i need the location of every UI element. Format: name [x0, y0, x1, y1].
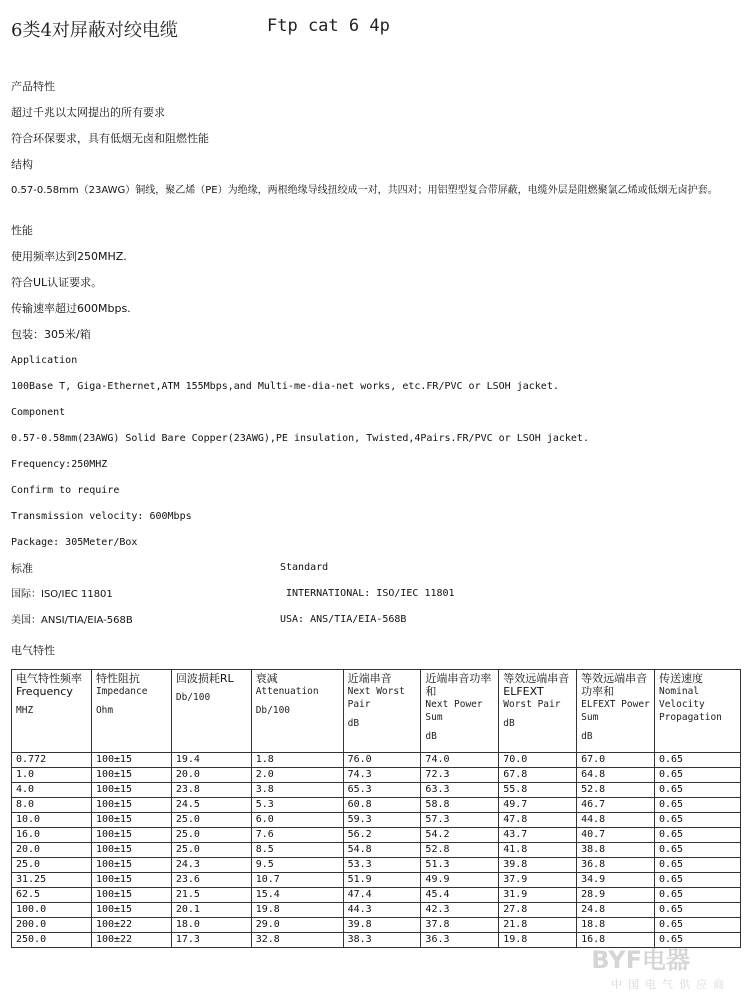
component-heading: Component — [11, 407, 66, 418]
column-header-en: Impedance — [95, 686, 148, 697]
table-cell: 16.0 — [12, 828, 92, 843]
table-cell: 7.6 — [251, 828, 343, 843]
electrical-spec-table — [11, 669, 741, 948]
table-row — [12, 873, 741, 888]
table-cell: 25.0 — [171, 813, 251, 828]
table-cell: 15.4 — [251, 888, 343, 903]
column-header-cn: 衰减 — [255, 672, 278, 685]
frequency-text: Frequency:250MHZ — [11, 459, 108, 470]
table-cell: 43.7 — [499, 828, 577, 843]
table-cell: 9.5 — [251, 858, 343, 873]
column-header-cn: 近端串音功率和 — [425, 672, 492, 698]
table-row — [12, 798, 741, 813]
table-cell: 1.8 — [251, 753, 343, 768]
table-cell: 25.0 — [12, 858, 92, 873]
table-cell: 5.3 — [251, 798, 343, 813]
table-cell: 0.65 — [654, 858, 740, 873]
column-header — [654, 670, 740, 753]
table-cell: 49.9 — [421, 873, 499, 888]
column-header-en: Worst Pair — [503, 699, 561, 710]
column-header-en: Nominal Velocity Propagation — [658, 686, 722, 723]
table-cell: 44.8 — [577, 813, 655, 828]
table-cell: 100±15 — [91, 873, 171, 888]
table-cell: 100.0 — [12, 903, 92, 918]
velocity-text: Transmission velocity: 600Mbps — [11, 511, 192, 522]
table-row — [12, 918, 741, 933]
table-row — [12, 768, 741, 783]
table-cell: 250.0 — [12, 933, 92, 948]
table-cell: 10.7 — [251, 873, 343, 888]
table-cell: 0.65 — [654, 753, 740, 768]
performance-line-2: 符合UL认证要求。 — [11, 276, 103, 289]
table-cell: 46.7 — [577, 798, 655, 813]
column-header-cn: 近端串音 — [347, 672, 392, 685]
table-cell: 8.5 — [251, 843, 343, 858]
table-cell: 52.8 — [421, 843, 499, 858]
table-cell: 0.772 — [12, 753, 92, 768]
column-header — [343, 670, 421, 753]
standard-intl-cn: 国际：ISO/IEC 11801 — [11, 589, 113, 600]
table-cell: 0.65 — [654, 768, 740, 783]
table-cell: 31.25 — [12, 873, 92, 888]
table-cell: 3.8 — [251, 783, 343, 798]
table-cell: 25.0 — [171, 828, 251, 843]
table-cell: 63.3 — [421, 783, 499, 798]
column-header — [251, 670, 343, 753]
table-cell: 59.3 — [343, 813, 421, 828]
column-header-unit: dB — [503, 718, 515, 729]
table-cell: 67.0 — [577, 753, 655, 768]
standard-heading-en: Standard — [280, 562, 329, 573]
column-header — [421, 670, 499, 753]
table-cell: 21.8 — [499, 918, 577, 933]
column-header-unit: dB — [581, 731, 593, 742]
table-cell: 36.8 — [577, 858, 655, 873]
column-header-cn: 传送速度 — [658, 672, 703, 685]
table-cell: 28.9 — [577, 888, 655, 903]
table-cell: 0.65 — [654, 933, 740, 948]
column-header-cn: 电气特性频率Frequency — [16, 672, 82, 698]
table-cell: 24.3 — [171, 858, 251, 873]
feature-line-2: 符合环保要求，具有低烟无卤和阻燃性能 — [11, 132, 209, 145]
column-header-en: Next Worst Pair — [347, 686, 405, 710]
performance-line-1: 使用频率达到250MHZ. — [11, 250, 127, 263]
table-cell: 23.6 — [171, 873, 251, 888]
watermark — [580, 940, 730, 992]
table-cell: 32.8 — [251, 933, 343, 948]
column-header-unit: MHZ — [16, 705, 34, 716]
column-header-unit: dB — [347, 718, 360, 729]
table-cell: 10.0 — [12, 813, 92, 828]
table-cell: 38.3 — [343, 933, 421, 948]
table-cell: 39.8 — [343, 918, 421, 933]
table-cell: 100±22 — [91, 933, 171, 948]
table-cell: 34.9 — [577, 873, 655, 888]
column-header-unit: dB — [425, 731, 437, 742]
table-cell: 0.65 — [654, 873, 740, 888]
table-cell: 100±15 — [91, 798, 171, 813]
section-heading-features: 产品特性 — [11, 80, 55, 93]
title-chinese: 6类4对屏蔽对绞电缆 — [11, 20, 178, 41]
table-cell: 74.3 — [343, 768, 421, 783]
section-heading-structure: 结构 — [11, 158, 33, 171]
table-cell: 31.9 — [499, 888, 577, 903]
table-row — [12, 843, 741, 858]
table-cell: 20.0 — [12, 843, 92, 858]
section-heading-performance: 性能 — [11, 224, 33, 237]
table-row — [12, 813, 741, 828]
table-cell: 19.8 — [251, 903, 343, 918]
table-cell: 100±15 — [91, 768, 171, 783]
table-cell: 0.65 — [654, 843, 740, 858]
table-cell: 0.65 — [654, 783, 740, 798]
table-cell: 62.5 — [12, 888, 92, 903]
table-cell: 100±15 — [91, 888, 171, 903]
performance-line-3: 传输速率超过600Mbps. — [11, 302, 131, 315]
table-row — [12, 903, 741, 918]
table-cell: 17.3 — [171, 933, 251, 948]
table-cell: 100±15 — [91, 843, 171, 858]
table-cell: 100±15 — [91, 813, 171, 828]
table-cell: 40.7 — [577, 828, 655, 843]
column-header-en: ELFEXT Power Sum — [581, 699, 650, 723]
application-heading: Application — [11, 355, 78, 366]
column-header — [171, 670, 251, 753]
table-cell: 24.5 — [171, 798, 251, 813]
table-cell: 54.2 — [421, 828, 499, 843]
table-cell: 100±22 — [91, 918, 171, 933]
table-cell: 65.3 — [343, 783, 421, 798]
watermark-logo: BYF电器 — [591, 946, 690, 974]
column-header-en: Attenuation — [255, 686, 319, 697]
table-cell: 23.8 — [171, 783, 251, 798]
table-cell: 67.8 — [499, 768, 577, 783]
table-cell: 0.65 — [654, 798, 740, 813]
column-header-unit: Db/100 — [175, 692, 211, 703]
column-header — [12, 670, 92, 753]
component-text: 0.57-0.58mm(23AWG) Solid Bare Copper(23AWG),PE insulation, Twisted,4Pairs.FR/PVC or LSOH jacket. — [11, 433, 589, 444]
table-cell: 25.0 — [171, 843, 251, 858]
column-header-cn: 特性阻抗 — [95, 672, 140, 685]
table-cell: 57.3 — [421, 813, 499, 828]
table-cell: 72.3 — [421, 768, 499, 783]
standard-intl-en: INTERNATIONAL: ISO/IEC 11801 — [286, 588, 455, 599]
column-header — [91, 670, 171, 753]
table-cell: 100±15 — [91, 753, 171, 768]
column-header-unit: Ohm — [95, 705, 114, 716]
table-cell: 47.4 — [343, 888, 421, 903]
table-cell: 19.8 — [499, 933, 577, 948]
confirm-text: Confirm to require — [11, 485, 120, 496]
table-cell: 51.3 — [421, 858, 499, 873]
table-cell: 49.7 — [499, 798, 577, 813]
table-cell: 8.0 — [12, 798, 92, 813]
table-cell: 37.8 — [421, 918, 499, 933]
table-cell: 37.9 — [499, 873, 577, 888]
table-row — [12, 828, 741, 843]
table-cell: 44.3 — [343, 903, 421, 918]
feature-line-1: 超过千兆以太网提出的所有要求 — [11, 106, 165, 119]
table-row — [12, 753, 741, 768]
application-text: 100Base T, Giga-Ethernet,ATM 155Mbps,and Multi-me-dia-net works, etc.FR/PVC or LSOH jacket. — [11, 381, 559, 392]
table-cell: 0.65 — [654, 813, 740, 828]
table-cell: 54.8 — [343, 843, 421, 858]
table-header-row — [12, 670, 741, 753]
column-header-en: Next Power Sum — [425, 699, 483, 723]
table-cell: 100±15 — [91, 903, 171, 918]
table-cell: 45.4 — [421, 888, 499, 903]
table-cell: 20.0 — [171, 768, 251, 783]
table-cell: 6.0 — [251, 813, 343, 828]
table-cell: 0.65 — [654, 888, 740, 903]
column-header-cn: 等效远端串音ELFEXT — [503, 672, 570, 698]
table-cell: 41.8 — [499, 843, 577, 858]
table-cell: 47.8 — [499, 813, 577, 828]
column-header-unit: Db/100 — [255, 705, 291, 716]
table-cell: 1.0 — [12, 768, 92, 783]
table-cell: 76.0 — [343, 753, 421, 768]
table-cell: 100±15 — [91, 858, 171, 873]
table-cell: 51.9 — [343, 873, 421, 888]
table-cell: 29.0 — [251, 918, 343, 933]
package-english-text: Package: 305Meter/Box — [11, 537, 138, 548]
table-cell: 2.0 — [251, 768, 343, 783]
table-cell: 74.0 — [421, 753, 499, 768]
table-cell: 52.8 — [577, 783, 655, 798]
electrical-heading: 电气特性 — [11, 644, 55, 657]
title-english: Ftp cat 6 4p — [267, 16, 390, 36]
table-cell: 19.4 — [171, 753, 251, 768]
document-title — [11, 16, 390, 42]
table-cell: 0.65 — [654, 918, 740, 933]
structure-text: 0.57-0.58mm（23AWG）铜线，聚乙烯（PE）为绝缘，两根绝缘导线扭绞成一对，共四对；用铝塑型复合带屏蔽，电缆外层是阻燃聚氯乙烯或低烟无卤护套。 — [11, 185, 718, 196]
table-cell: 18.8 — [577, 918, 655, 933]
table-body — [12, 753, 741, 948]
table-cell: 27.8 — [499, 903, 577, 918]
standard-usa-cn: 美国：ANSI/TIA/EIA-568B — [11, 615, 133, 626]
table-row — [12, 783, 741, 798]
table-cell: 58.8 — [421, 798, 499, 813]
table-cell: 53.3 — [343, 858, 421, 873]
table-cell: 100±15 — [91, 828, 171, 843]
table-cell: 200.0 — [12, 918, 92, 933]
table-cell: 42.3 — [421, 903, 499, 918]
table-cell: 36.3 — [421, 933, 499, 948]
table-row — [12, 888, 741, 903]
table-cell: 24.8 — [577, 903, 655, 918]
table-cell: 56.2 — [343, 828, 421, 843]
table-cell: 16.8 — [577, 933, 655, 948]
column-header — [577, 670, 655, 753]
table-cell: 60.8 — [343, 798, 421, 813]
table-cell: 38.8 — [577, 843, 655, 858]
watermark-subtitle: 中国电气供应商 — [611, 978, 730, 991]
table-cell: 20.1 — [171, 903, 251, 918]
column-header-cn: 等效远端串音功率和 — [581, 672, 648, 698]
column-header-cn: 回波损耗RL — [175, 672, 234, 685]
table-cell: 100±15 — [91, 783, 171, 798]
table-row — [12, 858, 741, 873]
table-cell: 0.65 — [654, 828, 740, 843]
table-cell: 70.0 — [499, 753, 577, 768]
column-header — [499, 670, 577, 753]
standard-usa-en: USA: ANS/TIA/EIA-568B — [280, 614, 407, 625]
table-cell: 64.8 — [577, 768, 655, 783]
table-cell: 18.0 — [171, 918, 251, 933]
standard-heading-cn: 标准 — [11, 562, 33, 575]
package-line: 包装：305米/箱 — [11, 328, 91, 341]
table-cell: 4.0 — [12, 783, 92, 798]
table-cell: 39.8 — [499, 858, 577, 873]
table-cell: 55.8 — [499, 783, 577, 798]
table-cell: 0.65 — [654, 903, 740, 918]
table-cell: 21.5 — [171, 888, 251, 903]
